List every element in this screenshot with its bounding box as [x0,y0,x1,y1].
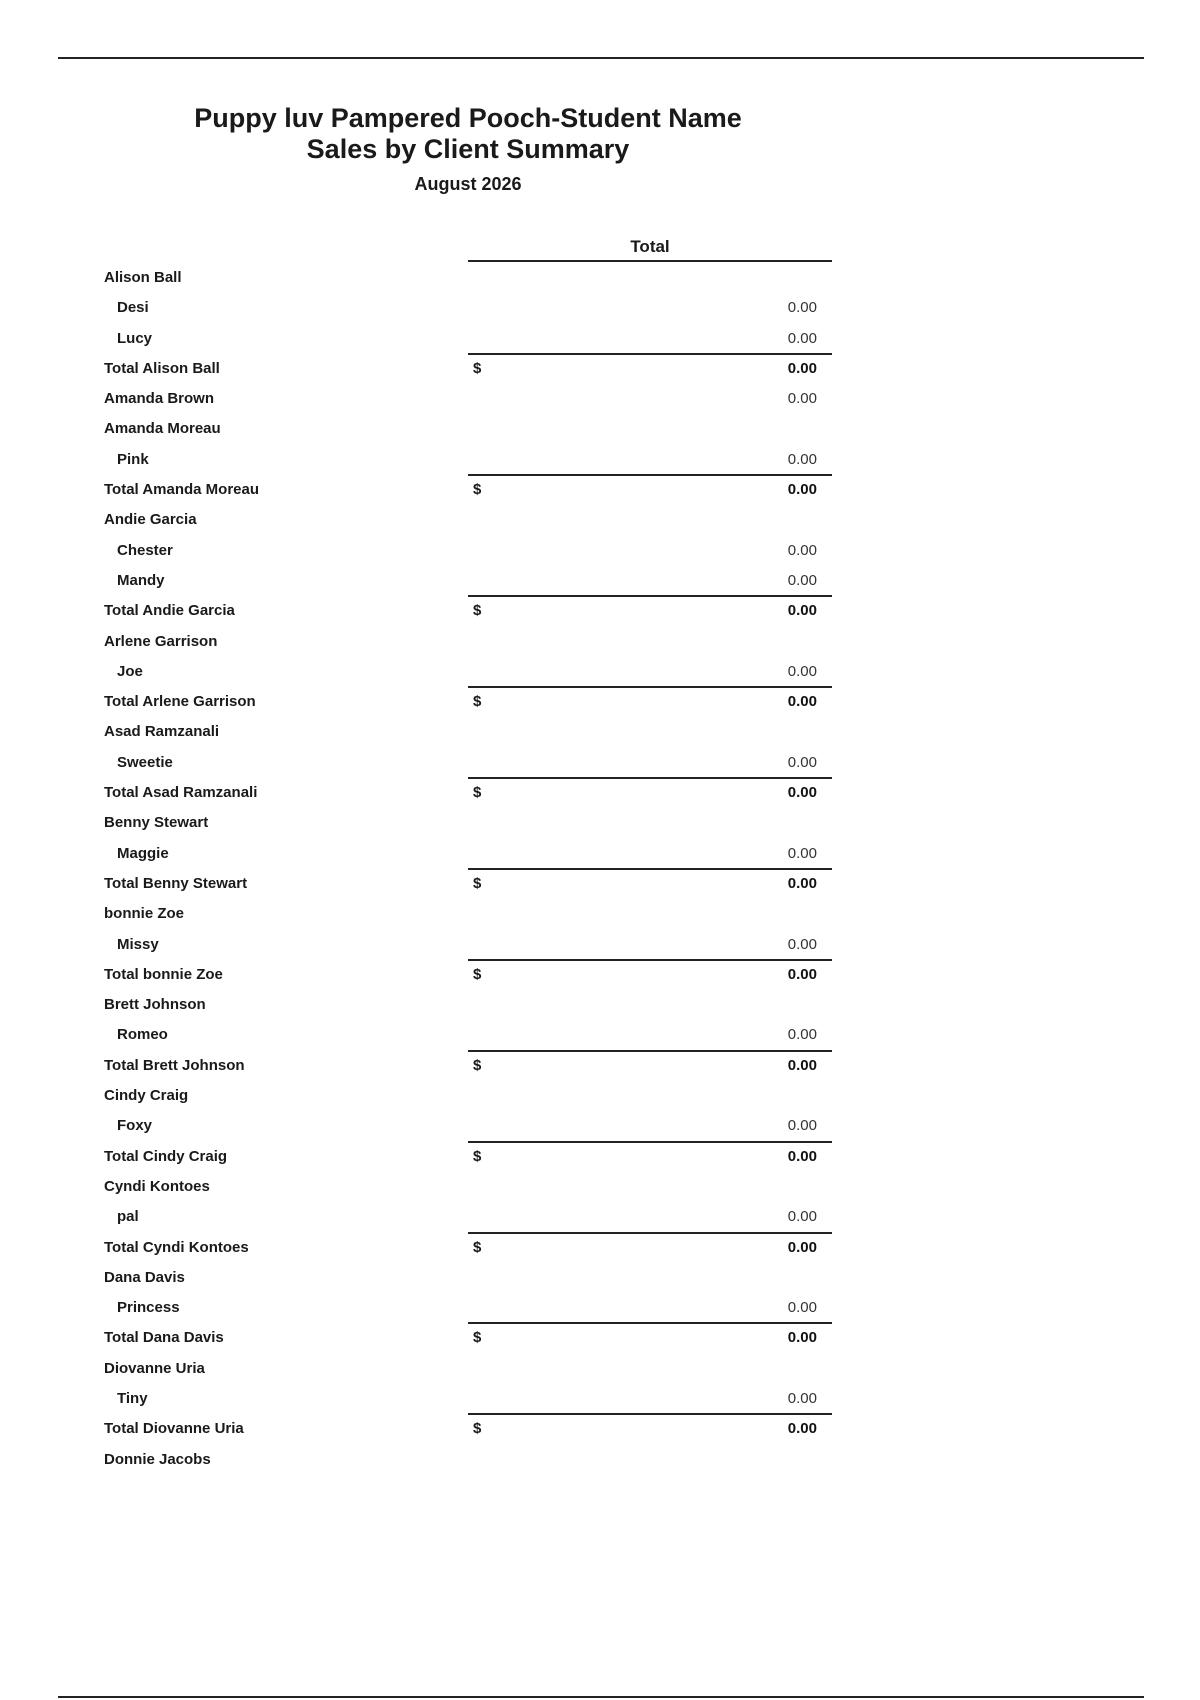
client-total-row [0,1143,1200,1173]
pet-row [0,931,1200,961]
client-total-row [0,1052,1200,1082]
row-label: Desi [117,299,149,317]
pet-row [0,840,1200,870]
currency-symbol: $ [473,1147,482,1165]
row-label: Donnie Jacobs [104,1450,211,1468]
row-label: bonnie Zoe [104,905,184,923]
row-amount: 0.00 [787,602,817,620]
report-period: August 2026 [414,174,522,194]
row-label: Mandy [117,571,165,589]
row-label: Total Brett Johnson [104,1056,245,1074]
row-label: Sweetie [117,753,173,771]
currency-symbol: $ [473,1238,482,1256]
row-label: Amanda Brown [104,390,215,408]
row-amount: 0.00 [787,1147,817,1165]
row-label: Joe [117,662,143,680]
client-total-row [0,1415,1200,1445]
client-total-row [0,870,1200,900]
total-column-header: Total [468,237,832,262]
pet-row [0,1294,1200,1324]
row-amount: 0.00 [787,784,817,802]
pet-row [0,325,1200,355]
client-total-row [0,779,1200,809]
row-amount: 0.00 [787,541,817,559]
row-label: Amanda Moreau [104,420,221,438]
row-amount: 0.00 [787,935,817,953]
row-label: Princess [117,1299,180,1317]
client-row [0,415,1200,445]
row-amount: 0.00 [787,753,817,771]
row-label: Lucy [117,329,153,347]
row-label: Total Asad Ramzanali [104,784,258,802]
row-label: Asad Ramzanali [104,723,220,741]
pet-row [0,749,1200,779]
row-amount: 0.00 [787,1238,817,1256]
row-amount: 0.00 [787,1420,817,1438]
row-amount: 0.00 [787,359,817,377]
row-amount: 0.00 [787,1208,817,1226]
row-amount: 0.00 [787,874,817,892]
row-amount: 0.00 [787,571,817,589]
row-amount: 0.00 [787,844,817,862]
row-label: Total Benny Stewart [104,874,248,892]
client-total-row [0,1234,1200,1264]
row-amount: 0.00 [787,329,817,347]
row-label: Dana Davis [104,1268,185,1286]
client-total-row [0,476,1200,506]
row-label: Total Amanda Moreau [104,481,260,499]
client-row [0,506,1200,536]
row-label: Arlene Garrison [104,632,218,650]
client-row [0,264,1200,294]
client-total-row [0,961,1200,991]
row-label: Cyndi Kontoes [104,1177,210,1195]
row-amount: 0.00 [787,1299,817,1317]
currency-symbol: $ [473,1056,482,1074]
row-amount: 0.00 [787,965,817,983]
currency-symbol: $ [473,1329,482,1347]
row-label: Andie Garcia [104,511,197,529]
row-amount: 0.00 [787,299,817,317]
row-amount: 0.00 [787,1117,817,1135]
pet-row [0,658,1200,688]
client-row [0,1082,1200,1112]
row-amount: 0.00 [787,693,817,711]
currency-symbol: $ [473,602,482,620]
company-name: Puppy luv Pampered Pooch-Student Name [194,103,742,133]
report-title: Sales by Client Summary [306,134,630,164]
row-label: Total Cindy Craig [104,1147,228,1165]
currency-symbol: $ [473,359,482,377]
row-label: Total Arlene Garrison [104,693,256,711]
row-label: Missy [117,935,159,953]
client-row [0,1355,1200,1385]
pet-row [0,537,1200,567]
currency-symbol: $ [473,874,482,892]
pet-row [0,567,1200,597]
pet-row [0,1385,1200,1415]
row-amount: 0.00 [787,662,817,680]
pet-row [0,1203,1200,1233]
pet-row [0,446,1200,476]
client-total-row [0,688,1200,718]
report-rows [0,264,1200,1476]
row-amount: 0.00 [787,1056,817,1074]
client-total-row [0,355,1200,385]
client-row [0,1173,1200,1203]
row-label: Diovanne Uria [104,1359,205,1377]
page-top-rule [58,57,1144,59]
row-label: Total Dana Davis [104,1329,224,1347]
row-label: Alison Ball [104,269,182,286]
currency-symbol: $ [473,481,482,499]
row-label: Tiny [117,1389,148,1407]
pet-row [0,1021,1200,1051]
row-label: Total Andie Garcia [104,602,235,620]
row-label: Cindy Craig [104,1087,189,1105]
row-label: Maggie [117,844,169,862]
row-label: Total bonnie Zoe [104,965,223,983]
row-label: Total Diovanne Uria [104,1420,244,1438]
client-total-row [0,1324,1200,1354]
row-label: Total Cyndi Kontoes [104,1238,249,1256]
row-amount: 0.00 [787,1329,817,1347]
row-label: Romeo [117,1026,168,1044]
client-row [0,991,1200,1021]
row-label: Chester [117,541,173,559]
row-amount: 0.00 [787,1389,817,1407]
row-amount: 0.00 [787,481,817,499]
client-row [0,718,1200,748]
pet-row [0,1112,1200,1142]
row-label: Brett Johnson [104,996,206,1014]
report-header [160,103,776,195]
client-total-row [0,597,1200,627]
pet-row [0,294,1200,324]
row-amount: 0.00 [787,390,817,408]
client-row [0,900,1200,930]
row-label: Foxy [117,1117,153,1135]
row-label: Total Alison Ball [104,359,220,377]
page-bottom-rule [58,1696,1144,1698]
currency-symbol: $ [473,693,482,711]
client-row [0,809,1200,839]
row-label: Benny Stewart [104,814,209,832]
row-label: Pink [117,450,149,468]
client-row [0,1446,1200,1476]
row-label: pal [117,1208,139,1226]
currency-symbol: $ [473,965,482,983]
client-row [0,1264,1200,1294]
currency-symbol: $ [473,1420,482,1438]
row-amount: 0.00 [787,450,817,468]
row-amount: 0.00 [787,1026,817,1044]
client-row [0,628,1200,658]
client-row [0,385,1200,415]
currency-symbol: $ [473,784,482,802]
